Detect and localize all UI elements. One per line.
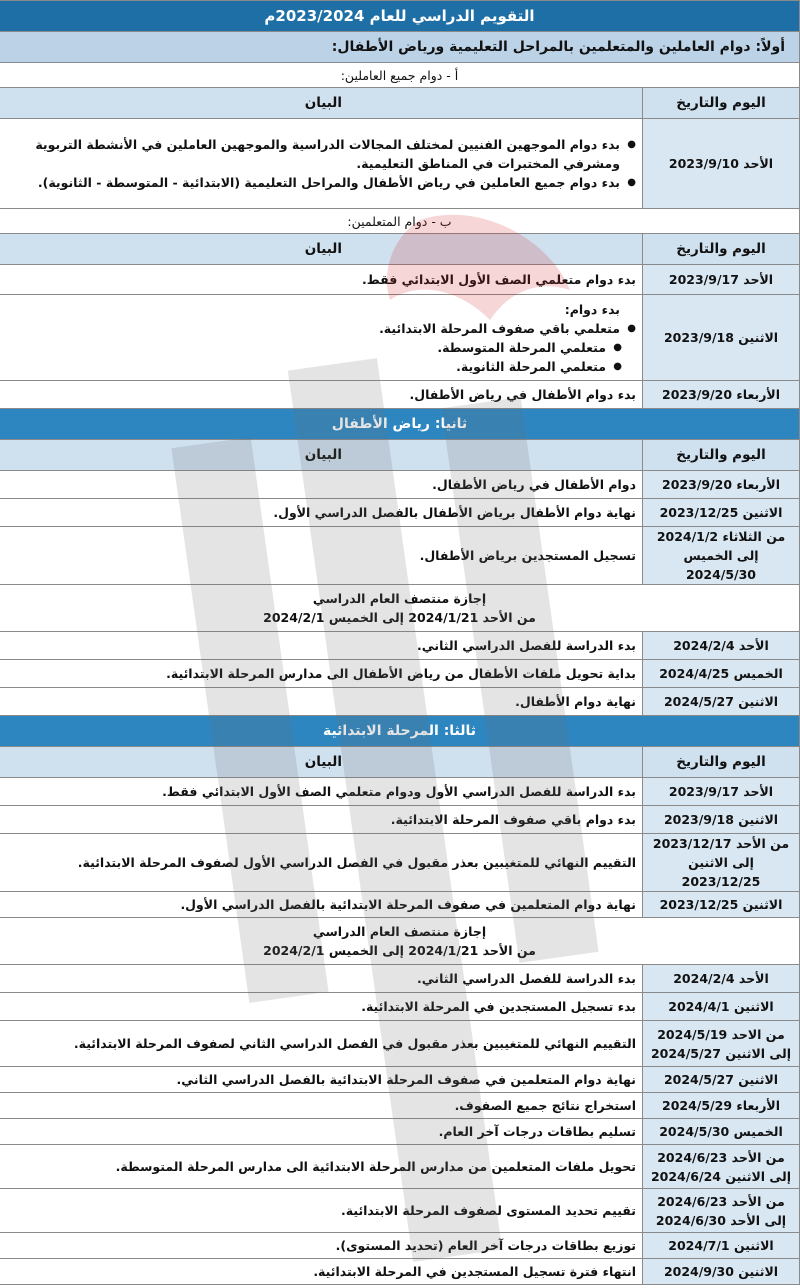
row-desc xyxy=(0,119,643,209)
page-title: التقويم الدراسي للعام 2023/2024م xyxy=(0,1,800,32)
list-item: ● بدء دوام جميع العاملين في رياض الأطفال والمراحل التعليمية (الابتدائية - المتوسطة - الثانوية). xyxy=(6,173,636,192)
table-header-row xyxy=(0,440,800,471)
row-date: الأربعاء 2024/5/29 xyxy=(643,1093,800,1119)
section3-band-row xyxy=(0,716,800,747)
row-desc: نهاية دوام الأطفال برياض الأطفال بالفصل الدراسي الأول. xyxy=(0,499,643,527)
row-date: الأحد 2023/9/17 xyxy=(643,778,800,806)
row-date: الاثنين 2024/5/27 xyxy=(643,1067,800,1093)
list-item: ● بدء دوام الموجهين الفنيين لمختلف المجالات الدراسية والموجهين العاملين في الأنشطة التربوية ومشرفي المختبرات في المناطق التعليمية. xyxy=(6,135,636,173)
section1-heading: أولاً: دوام العاملين والمتعلمين بالمراحل التعليمية ورياض الأطفال: xyxy=(0,32,800,63)
table-row xyxy=(0,1233,800,1259)
row-desc: بدء الدراسة للفصل الدراسي الثاني. xyxy=(0,632,643,660)
row-date: الأحد 2023/9/17 xyxy=(643,265,800,295)
row-desc: بدء دوام الأطفال في رياض الأطفال. xyxy=(0,381,643,409)
row-date-from: من الأحد 2024/6/23 xyxy=(657,1193,785,1209)
row-date: الأحد 2024/2/4 xyxy=(643,965,800,993)
row-date: الاثنين 2023/12/25 xyxy=(643,892,800,918)
row-date: الأربعاء 2023/9/20 xyxy=(643,381,800,409)
row-desc: تحويل ملفات المتعلمين من مدارس المرحلة الابتدائية الى مدارس المرحلة المتوسطة. xyxy=(0,1145,643,1189)
row-date-to: إلى الاثنين 2024/6/24 xyxy=(650,1168,792,1184)
row-desc: نهاية دوام الأطفال. xyxy=(0,688,643,716)
table-row xyxy=(0,527,800,585)
row-desc: تسليم بطاقات درجات آخر العام. xyxy=(0,1119,643,1145)
staff-subheading-row xyxy=(0,63,800,88)
header-desc: البيان xyxy=(0,234,643,265)
table-header-row xyxy=(0,88,800,119)
row-date-to: إلى الاثنين 2024/5/27 xyxy=(650,1045,792,1061)
row-date: الخميس 2024/4/25 xyxy=(643,660,800,688)
table-row xyxy=(0,892,800,918)
header-date: اليوم والتاريخ xyxy=(643,234,800,265)
section1-heading-row xyxy=(0,32,800,63)
row-desc xyxy=(0,295,643,381)
row-desc: التقييم النهائي للمتغيبين بعذر مقبول في الفصل الدراسي الثاني لصفوف المرحلة الابتدائية. xyxy=(0,1021,643,1067)
row-date-from: من الأحد 2023/12/17 xyxy=(652,836,790,851)
header-date: اليوم والتاريخ xyxy=(643,88,800,119)
table-row xyxy=(0,295,800,381)
midyear-break-row xyxy=(0,585,800,632)
row-date: الاثنين 2023/9/18 xyxy=(643,295,800,381)
staff-subheading: أ - دوام جميع العاملين: xyxy=(0,63,800,88)
row-date-to: إلى الأحد 2024/6/30 xyxy=(655,1212,787,1228)
list-item: ● متعلمي باقي صفوف المرحلة الابتدائية. xyxy=(6,319,636,338)
row-desc: تقييم تحديد المستوى لصفوف المرحلة الابتدائية. xyxy=(0,1189,643,1233)
section3-band: ثالثا: المرحلة الابتدائية xyxy=(0,716,800,747)
row-date xyxy=(643,834,800,892)
row-desc: نهاية دوام المتعلمين في صفوف المرحلة الابتدائية بالفصل الدراسي الأول. xyxy=(0,892,643,918)
learners-subheading: ب - دوام المتعلمين: xyxy=(0,209,800,234)
row-date: الاثنين 2024/7/1 xyxy=(643,1233,800,1259)
table-row xyxy=(0,778,800,806)
list-item: ● متعلمي المرحلة المتوسطة. xyxy=(6,338,622,357)
row-date xyxy=(643,1145,800,1189)
table-header-row xyxy=(0,234,800,265)
table-row xyxy=(0,1093,800,1119)
midyear-break xyxy=(0,918,800,965)
row-date: الأحد 2024/2/4 xyxy=(643,632,800,660)
list-item: ● متعلمي المرحلة الثانوية. xyxy=(6,357,622,376)
row-date: الاثنين 2024/5/27 xyxy=(643,688,800,716)
row-desc: بداية تحويل ملفات الأطفال من رياض الأطفال الى مدارس المرحلة الابتدائية. xyxy=(0,660,643,688)
table-header-row xyxy=(0,747,800,778)
header-desc: البيان xyxy=(0,440,643,471)
header-date: اليوم والتاريخ xyxy=(643,440,800,471)
row-date xyxy=(643,1189,800,1233)
row-date xyxy=(643,1021,800,1067)
row-date-to: إلى الخميس 2024/5/30 xyxy=(683,548,759,582)
row-desc: بدء الدراسة للفصل الدراسي الثاني. xyxy=(0,965,643,993)
table-row xyxy=(0,1259,800,1285)
midyear-break xyxy=(0,585,800,632)
table-row xyxy=(0,688,800,716)
row-desc: بدء دوام باقي صفوف المرحلة الابتدائية. xyxy=(0,806,643,834)
header-desc: البيان xyxy=(0,747,643,778)
table-row xyxy=(0,381,800,409)
midyear-break-dates: من الأحد 2024/1/21 إلى الخميس 2024/2/1 xyxy=(263,943,536,958)
table-row xyxy=(0,1021,800,1067)
row-date: الأربعاء 2023/9/20 xyxy=(643,471,800,499)
midyear-break-row xyxy=(0,918,800,965)
midyear-break-title: إجازة منتصف العام الدراسي xyxy=(312,924,487,939)
staff-bullet-list xyxy=(6,135,636,192)
section2-band-row xyxy=(0,409,800,440)
table-row xyxy=(0,632,800,660)
table-row xyxy=(0,806,800,834)
midyear-break-dates: من الأحد 2024/1/21 إلى الخميس 2024/2/1 xyxy=(263,610,536,625)
table-row xyxy=(0,1119,800,1145)
table-row xyxy=(0,119,800,209)
table-row xyxy=(0,965,800,993)
row-date-from: من الثلاثاء 2024/1/2 xyxy=(656,529,786,544)
row-desc: تسجيل المستجدين برياض الأطفال. xyxy=(0,527,643,585)
table-row xyxy=(0,993,800,1021)
row-date: الاثنين 2023/9/18 xyxy=(643,806,800,834)
learners-lead: بدء دوام: xyxy=(564,301,620,317)
row-date: الاثنين 2024/9/30 xyxy=(643,1259,800,1285)
header-desc: البيان xyxy=(0,88,643,119)
row-date: الخميس 2024/5/30 xyxy=(643,1119,800,1145)
table-row xyxy=(0,1145,800,1189)
table-row xyxy=(0,660,800,688)
header-date: اليوم والتاريخ xyxy=(643,747,800,778)
row-date-from: من الاحد 2024/5/19 xyxy=(657,1026,785,1042)
row-desc: توزيع بطاقات درجات آخر العام (تحديد المستوى). xyxy=(0,1233,643,1259)
row-desc: انتهاء فترة تسجيل المستجدين في المرحلة الابتدائية. xyxy=(0,1259,643,1285)
row-date: الاثنين 2024/4/1 xyxy=(643,993,800,1021)
title-row xyxy=(0,1,800,32)
section2-band: ثانيا: رياض الأطفال xyxy=(0,409,800,440)
midyear-break-title: إجازة منتصف العام الدراسي xyxy=(312,591,487,606)
row-desc: بدء دوام متعلمي الصف الأول الابتدائي فقط. xyxy=(0,265,643,295)
row-date-to: إلى الاثنين 2023/12/25 xyxy=(681,855,761,889)
row-desc: نهاية دوام المتعلمين في صفوف المرحلة الابتدائية بالفصل الدراسي الثاني. xyxy=(0,1067,643,1093)
table-row xyxy=(0,471,800,499)
table-row xyxy=(0,834,800,892)
row-date xyxy=(643,527,800,585)
row-date: الاثنين 2023/12/25 xyxy=(643,499,800,527)
row-date: الأحد 2023/9/10 xyxy=(643,119,800,209)
learners-bullet-list xyxy=(6,319,636,376)
table-row xyxy=(0,265,800,295)
row-desc: استخراج نتائج جميع الصفوف. xyxy=(0,1093,643,1119)
row-date-from: من الأحد 2024/6/23 xyxy=(657,1149,785,1165)
row-desc: التقييم النهائي للمتغيبين بعذر مقبول في الفصل الدراسي الأول لصفوف المرحلة الابتدائية. xyxy=(0,834,643,892)
row-desc: بدء الدراسة للفصل الدراسي الأول ودوام متعلمي الصف الأول الابتدائي فقط. xyxy=(0,778,643,806)
row-desc: دوام الأطفال في رياض الأطفال. xyxy=(0,471,643,499)
table-row xyxy=(0,1189,800,1233)
table-row xyxy=(0,1067,800,1093)
table-row xyxy=(0,499,800,527)
row-desc: بدء تسجيل المستجدين في المرحلة الابتدائية. xyxy=(0,993,643,1021)
learners-subheading-row xyxy=(0,209,800,234)
